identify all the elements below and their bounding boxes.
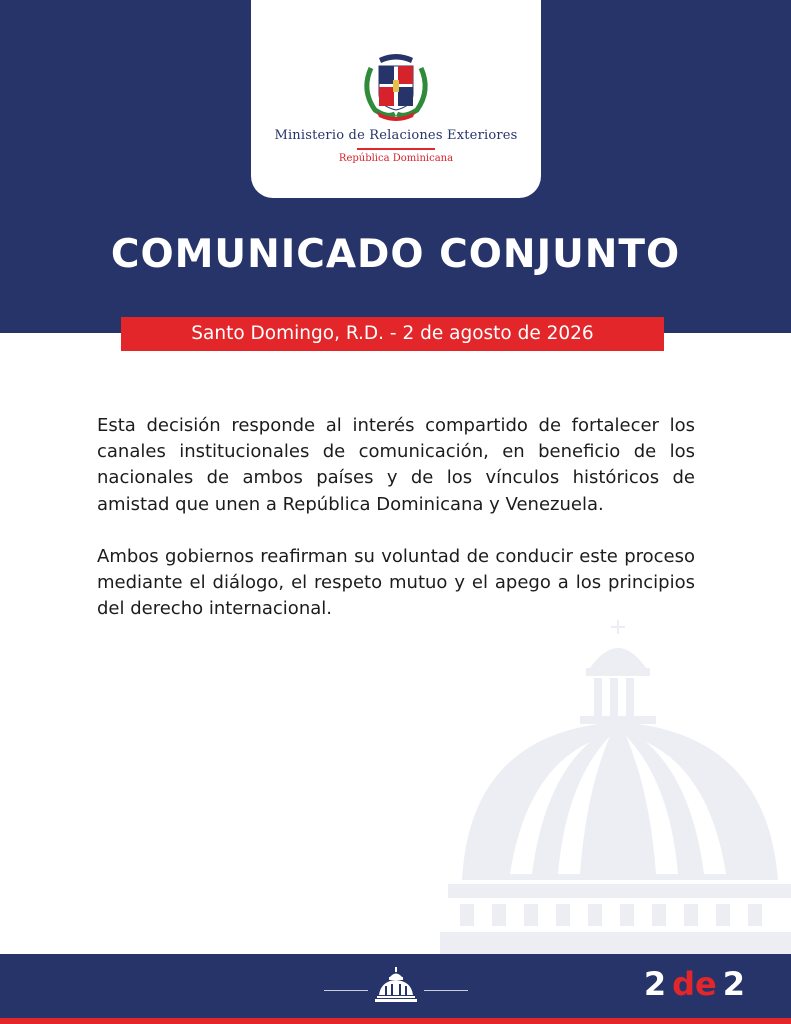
footer-rule-left [324, 990, 368, 991]
body-paragraph-1: Esta decisión responde al interés compartido de fortalecer los canales institucionales de comunicación, en beneficio de los nacionales de ambos países y de los vínculos históricos de amistad que unen a República Dominicana y Venezuela. [97, 415, 695, 515]
page-title: COMUNICADO CONJUNTO [110, 232, 681, 277]
coat-of-arms-icon [357, 50, 435, 122]
footer-accent-line [0, 1018, 791, 1024]
page-total: 2 [722, 965, 745, 1003]
footer-rule-right [424, 990, 468, 991]
palace-dome-watermark-icon [440, 612, 791, 954]
palace-dome-icon [375, 967, 417, 1003]
header-band [0, 0, 791, 333]
ministry-name: Ministerio de Relaciones Exteriores [274, 128, 518, 143]
ministry-logo-card [251, 0, 541, 198]
body-paragraph-2: Ambos gobiernos reafirman su voluntad de conducir este proceso mediante el diálogo, el respeto mutuo y el apego a los principios del derecho internacional. [97, 545, 695, 620]
page-current: 2 [643, 965, 667, 1003]
dateline-bar: Santo Domingo, R.D. - 2 de agosto de 2026 [121, 317, 664, 351]
ministry-country: República Dominicana [338, 153, 454, 164]
ministry-divider [357, 148, 435, 150]
page-separator: de [672, 965, 717, 1003]
page-counter [644, 965, 745, 1003]
